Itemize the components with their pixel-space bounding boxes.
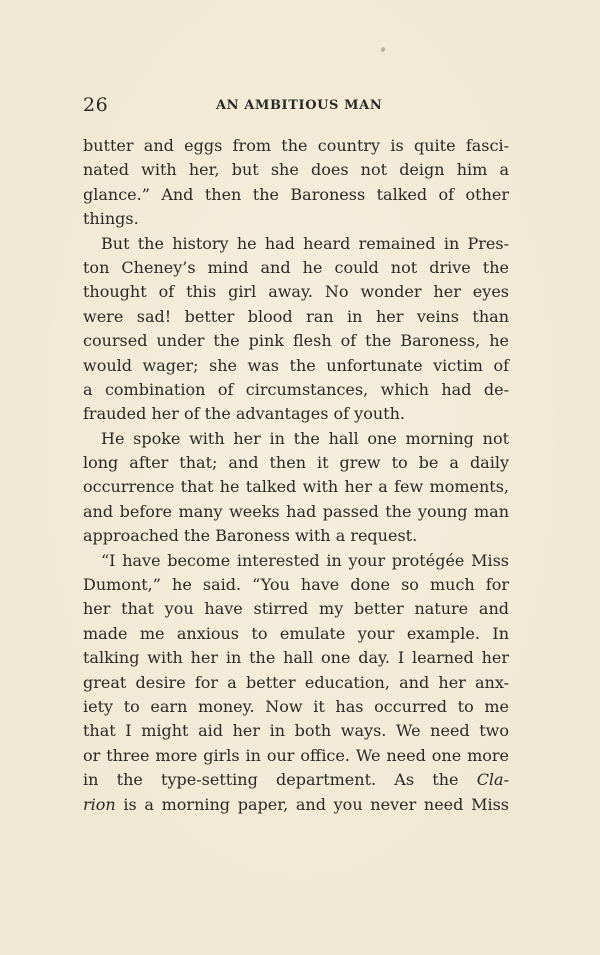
text-line: He spoke with her in the hall one morning not — [101, 428, 509, 448]
text-line: would wager; she was the unfortunate victim of — [83, 355, 509, 375]
text-fragment: in the type-setting department. As the — [83, 770, 459, 790]
text-line: thought of this girl away. No wonder her eyes — [83, 282, 509, 302]
text-line: But the history he had heard remained in Pres- — [101, 233, 509, 253]
text-line: iety to earn money. Now it has occurred to me — [83, 696, 509, 716]
text-line: that I might aid her in both ways. We need two — [83, 721, 509, 741]
italic-fragment: rion — [83, 794, 116, 814]
text-line: ton Cheney’s mind and he could not drive the — [83, 257, 509, 277]
text-line: or three more girls in our office. We need one more — [83, 745, 509, 765]
text-line: glance.” And then the Baroness talked of other — [83, 184, 509, 204]
text-line: coursed under the pink flesh of the Baroness, he — [83, 331, 509, 351]
running-head: AN AMBITIOUS MAN — [216, 98, 383, 113]
text-line: her that you have stirred my better nature and — [83, 599, 509, 619]
italic-fragment: Cla- — [476, 770, 509, 790]
text-line: a combination of circumstances, which had de- — [83, 379, 509, 399]
page-number: 26 — [83, 94, 109, 116]
text-line: approached the Baroness with a request. — [83, 526, 418, 546]
text-line: occurrence that he talked with her a few moments, — [83, 477, 509, 497]
text-line: butter and eggs from the country is quite fasci- — [83, 136, 509, 155]
text-line: “I have become interested in your protégée Miss — [101, 550, 509, 570]
text-line: nated with her, but she does not deign him a — [83, 160, 509, 180]
text-line: were sad! better blood ran in her veins than — [83, 306, 509, 326]
text-line: great desire for a better education, and her anx- — [83, 672, 509, 692]
body-text — [83, 134, 509, 817]
text-line: frauded her of the advantages of youth. — [83, 404, 405, 424]
text-line: long after that; and then it grew to be a daily — [83, 453, 509, 473]
text-line: talking with her in the hall one day. I learned her — [83, 648, 509, 668]
text-line: and before many weeks had passed the young man — [83, 501, 509, 521]
text-fragment: is a morning paper, and you never need Miss — [123, 794, 509, 814]
text-line: things. — [83, 209, 139, 229]
text-line — [83, 768, 509, 792]
text-line — [83, 793, 509, 817]
text-line: Dumont,” he said. “You have done so much for — [83, 575, 509, 595]
text-line: made me anxious to emulate your example. In — [83, 623, 509, 643]
page-header — [83, 94, 509, 118]
paper-speck — [380, 46, 386, 52]
